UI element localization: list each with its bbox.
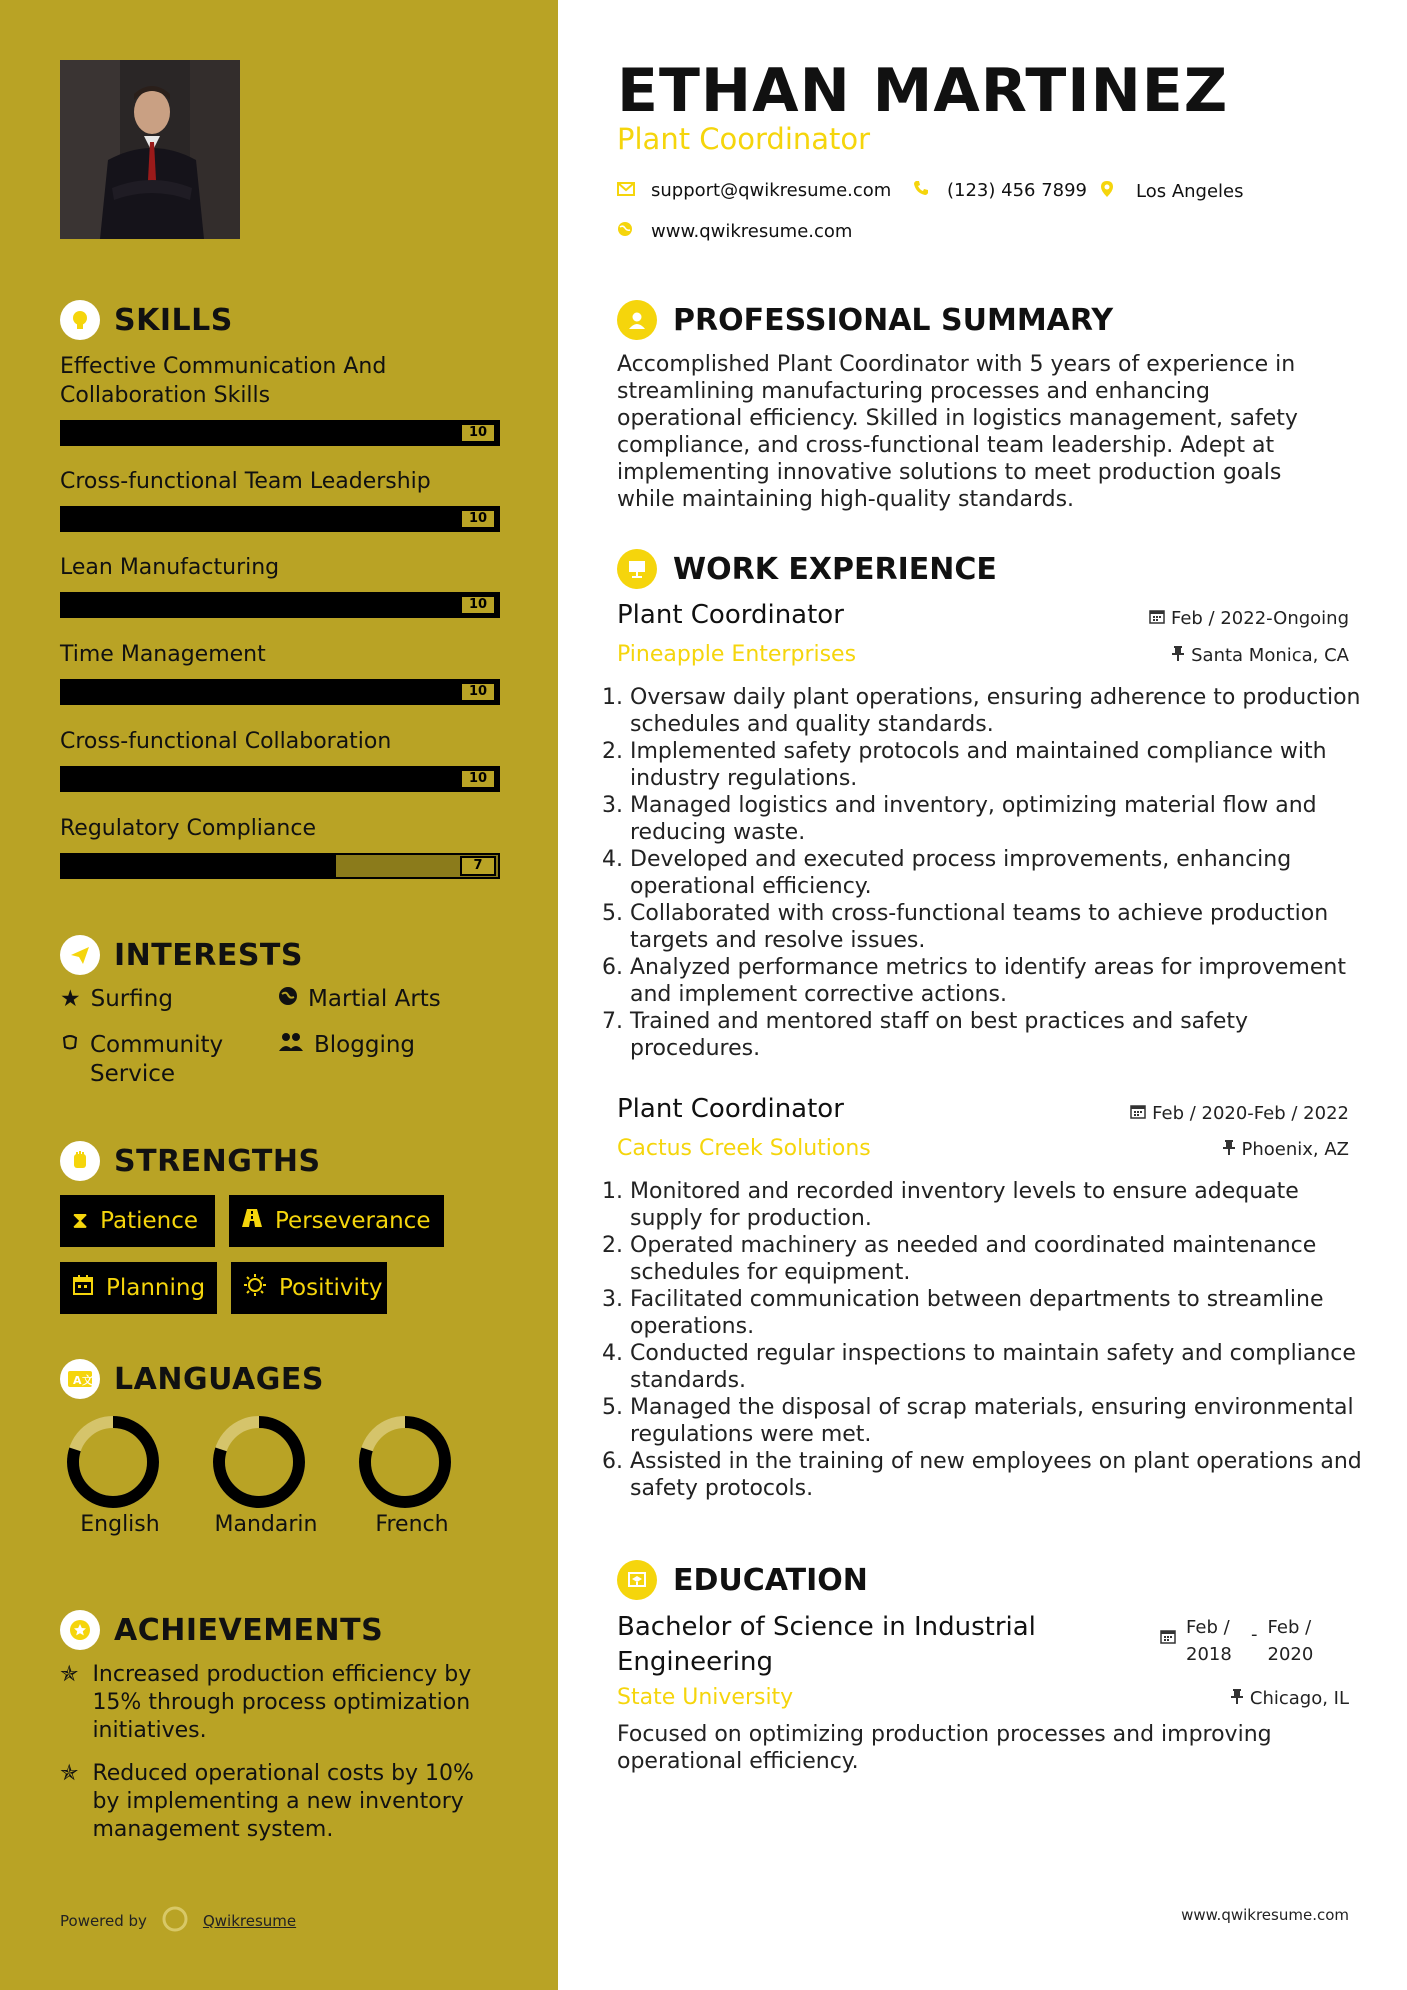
candidate-name: ETHAN MARTINEZ [617,56,1229,126]
fist-icon [60,1141,100,1181]
job-dates [1130,1103,1349,1124]
interest-item [60,985,173,1014]
users-icon [278,1031,304,1061]
interest-item [278,985,441,1014]
job-bullet: 5. Managed the disposal of scrap materials, ensuring environmental regulations were met. [630,1394,1365,1448]
strength-label: Patience [100,1208,199,1234]
language-gauge [55,1410,185,1520]
languages-title: LANGUAGES [114,1361,324,1397]
education-school: State University [617,1685,794,1710]
strengths-heading [60,1141,321,1181]
job-bullet: 3. Facilitated communication between departments to streamline operations. [630,1286,1365,1340]
hourglass-icon: ⧗ [72,1208,89,1234]
language-name: English [80,1512,160,1537]
contact-email [617,180,891,201]
footer-website[interactable]: www.qwikresume.com [1181,1906,1349,1924]
achievement-item [60,1661,500,1745]
star-burst-icon: ✯ [60,1761,79,1786]
job-location [1171,645,1349,666]
language-icon [60,1359,100,1399]
map-pin-icon [1100,180,1114,203]
interests-title: INTERESTS [114,937,303,973]
profile-photo [60,60,240,239]
strengths-title: STRENGTHS [114,1143,321,1179]
powered-by [60,1905,296,1937]
award-star-icon [60,1610,100,1650]
interest-label: Blogging [314,1032,416,1058]
skill-name: Time Management [60,642,266,667]
road-icon [241,1207,263,1235]
skills-title: SKILLS [114,302,233,338]
svg-text:文: 文 [82,1374,93,1387]
job-bullet: 3. Managed logistics and inventory, optimizing material flow and reducing waste. [630,792,1365,846]
job-bullets [612,1178,1365,1502]
job-location-text: Santa Monica, CA [1191,645,1349,666]
candidate-title: Plant Coordinator [617,122,871,156]
pushpin-icon [1222,1139,1236,1160]
star-icon: ★ [60,986,81,1012]
summary-heading [617,300,1113,340]
skill-item [60,814,500,879]
language-name: French [375,1512,449,1537]
sun-icon [243,1273,267,1303]
skill-item [60,640,500,705]
achievements-title: ACHIEVEMENTS [114,1612,384,1648]
education-heading [617,1560,868,1600]
experience-title: WORK EXPERIENCE [673,551,997,587]
skill-name: Lean Manufacturing [60,555,280,580]
education-dates [1160,1614,1323,1668]
calendar-icon [72,1274,94,1302]
job-bullet: 1. Monitored and recorded inventory levels to ensure adequate supply for production. [630,1178,1365,1232]
qwikresume-link[interactable]: Qwikresume [202,1912,297,1930]
strength-chip [60,1195,215,1247]
job-bullet: 4. Conducted regular inspections to maintain safety and compliance standards. [630,1340,1365,1394]
skill-item [60,467,500,532]
location-text: Los Angeles [1136,181,1244,202]
website-link[interactable]: www.qwikresume.com [651,221,853,242]
job-location-text: Phoenix, AZ [1241,1139,1349,1160]
skill-bar [60,420,500,446]
achievement-item [60,1760,500,1844]
skill-level: 10 [460,769,496,789]
skill-item [60,553,500,618]
experience-heading [617,549,997,589]
job-role: Plant Coordinator [617,600,844,630]
education-location-text: Chicago, IL [1249,1688,1349,1709]
svg-text:A: A [73,1374,83,1387]
contact-phone [913,180,1087,201]
calendar-icon [1149,608,1165,629]
interest-label: Community Service [90,1032,224,1087]
language-item [347,1410,477,1537]
summary-text: Accomplished Plant Coordinator with 5 years of experience in streamlining manufacturing processes and enhancing operational efficiency. Skilled in logistics management, safety compliance, and cross-functional team leadership. Adept at implementing innovative solutions to meet production goals while maintaining high-quality standards. [617,352,1298,512]
skill-item [60,352,500,446]
interest-item [278,1031,415,1061]
contact-website [617,221,852,242]
job-bullet: 1. Oversaw daily plant operations, ensuring adherence to production schedules and quality standards. [630,684,1365,738]
summary-title: PROFESSIONAL SUMMARY [673,302,1114,338]
globe-icon [617,221,633,242]
job-bullet: 6. Analyzed performance metrics to identify areas for improvement and implement corrective actions. [630,954,1365,1008]
skill-item [60,727,500,792]
strength-chip [231,1262,387,1314]
job-bullet: 2. Operated machinery as needed and coordinated maintenance schedules for equipment. [630,1232,1365,1286]
language-gauge [347,1410,477,1520]
skill-level: 7 [460,856,496,876]
skill-name: Effective Communication And Collaboration Skills [60,354,387,408]
job-company: Cactus Creek Solutions [617,1136,871,1161]
job-dates-text: Feb / 2020-Feb / 2022 [1152,1103,1349,1124]
skill-name: Cross-functional Collaboration [60,729,392,754]
education-location [1230,1688,1349,1709]
strength-chip [229,1195,444,1247]
education-degree: Bachelor of Science in Industrial Engineering [617,1612,1036,1677]
strength-label: Perseverance [275,1208,431,1234]
user-icon [617,300,657,340]
job-role: Plant Coordinator [617,1094,844,1124]
language-gauge [201,1410,331,1520]
powered-by-label: Powered by [60,1912,147,1930]
achievement-text: Reduced operational costs by 10% by implementing a new inventory management system. [92,1761,474,1842]
achievements-heading [60,1610,383,1650]
presentation-icon [617,549,657,589]
job-bullet: 6. Assisted in the training of new employees on plant operations and safety protocols. [630,1448,1365,1502]
language-item [201,1410,331,1537]
education-date-separator: - [1251,1624,1258,1645]
language-item [55,1410,185,1537]
education-end: Feb / 2020 [1267,1617,1314,1665]
interest-label: Surfing [90,986,173,1012]
strength-label: Planning [106,1275,206,1301]
language-name: Mandarin [214,1512,318,1537]
skill-bar [60,592,500,618]
education-start: Feb / 2018 [1186,1617,1232,1665]
phone-text: (123) 456 7899 [947,180,1088,201]
job-dates [1149,608,1349,629]
skill-level: 10 [460,509,496,529]
skill-bar [60,853,500,879]
job-bullet: 5. Collaborated with cross-functional teams to achieve production targets and resolve issues. [630,900,1365,954]
achievement-text: Increased production efficiency by 15% through process optimization initiatives. [92,1662,472,1743]
job-bullets [612,684,1365,1062]
strength-label: Positivity [279,1275,383,1301]
job-bullet: 2. Implemented safety protocols and maintained compliance with industry regulations. [630,738,1365,792]
languages-heading [60,1359,324,1399]
job-location [1222,1139,1350,1160]
phone-icon [913,180,929,201]
envelope-icon [617,180,635,201]
star-burst-icon: ✯ [60,1662,79,1687]
skill-level: 10 [460,682,496,702]
skill-level: 10 [460,423,496,443]
job-bullet: 4. Developed and executed process improvements, enhancing operational efficiency. [630,846,1365,900]
pushpin-icon [1171,645,1185,666]
contact-location [1100,180,1244,203]
skill-bar [60,679,500,705]
job-company: Pineapple Enterprises [617,642,857,667]
calendar-icon [1160,1628,1176,1649]
paper-plane-icon [60,935,100,975]
lightbulb-icon [60,300,100,340]
email-link[interactable]: support@qwikresume.com [651,180,892,201]
globe-icon [278,985,298,1014]
calendar-icon [1130,1103,1146,1124]
skills-heading [60,300,233,340]
hand-icon [60,1031,80,1060]
education-description: Focused on optimizing production processes and improving operational efficiency. [617,1722,1272,1774]
skill-bar [60,506,500,532]
job-bullet: 7. Trained and mentored staff on best practices and safety procedures. [630,1008,1365,1062]
education-title: EDUCATION [673,1562,868,1598]
skill-name: Cross-functional Team Leadership [60,469,431,494]
qwikresume-logo-icon [161,1905,189,1937]
interest-item [60,1031,240,1089]
pushpin-icon [1230,1688,1244,1709]
strength-chip [60,1262,217,1314]
job-dates-text: Feb / 2022-Ongoing [1170,608,1349,629]
skill-level: 10 [460,595,496,615]
skill-bar [60,766,500,792]
skill-name: Regulatory Compliance [60,816,316,841]
interests-heading [60,935,303,975]
interest-label: Martial Arts [308,986,441,1012]
graduation-icon [617,1560,657,1600]
